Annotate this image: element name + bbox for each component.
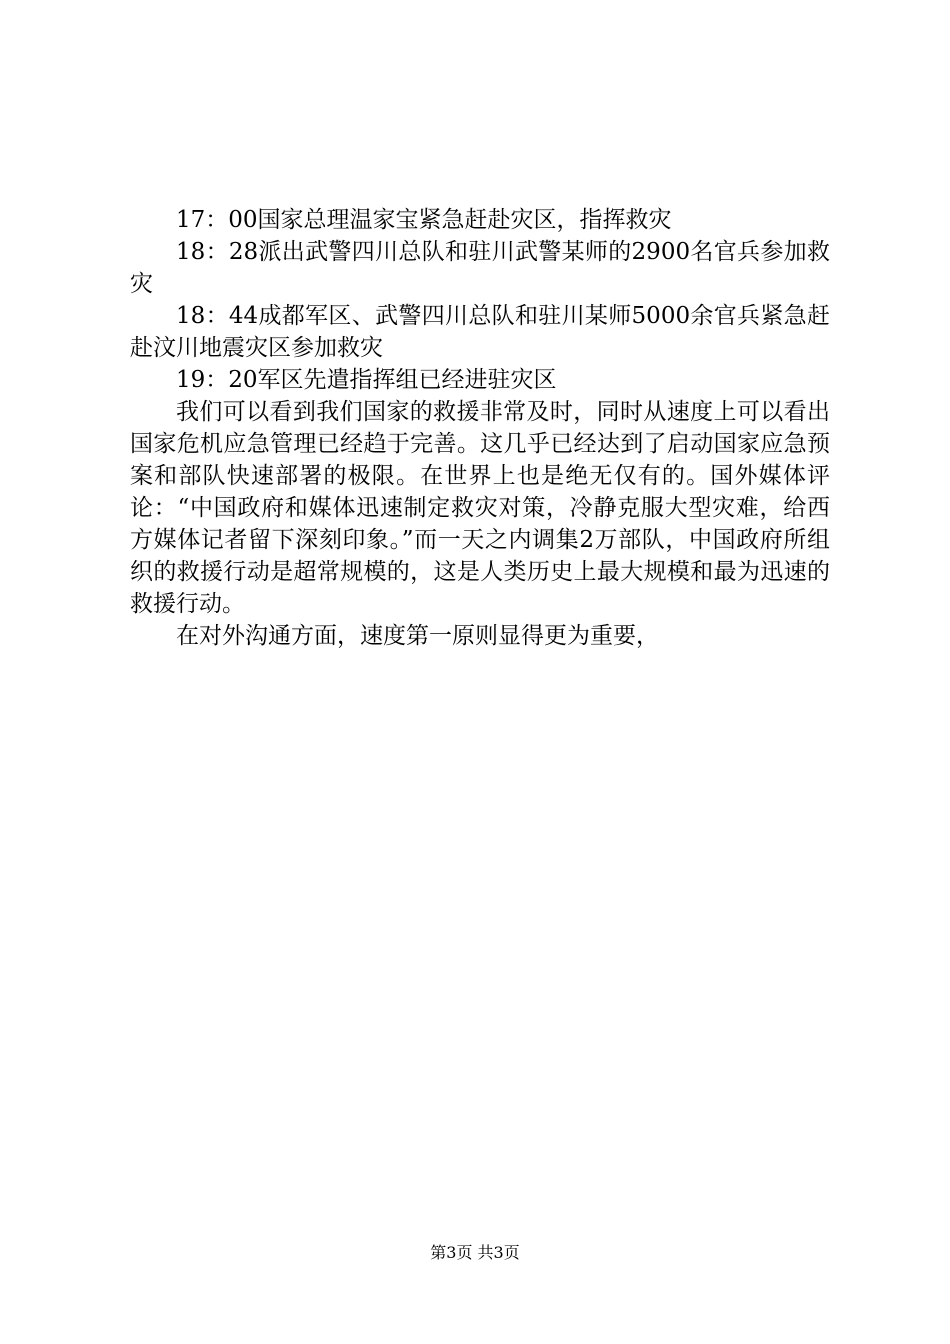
paragraph-5: 我们可以看到我们国家的救援非常及时，同时从速度上可以看出国家危机应急管理已经趋于完善。这几乎已经达到了启动国家应急预案和部队快速部署的极限。在世界上也是绝无仅有的。国外媒体评论：“中国政府和媒体迅速制定救灾对策，冷静克服大型灾难，给西方媒体记者留下深刻印象。”而一天之内调集2万部队，中国政府所组织的救援行动是超常规模的，这是人类历史上最大规模和最为迅速的救援行动。 <box>130 399 830 617</box>
paragraph-4: 19：20军区先遣指挥组已经进驻灾区 <box>176 367 557 393</box>
paragraph-6: 在对外沟通方面，速度第一原则显得更为重要， <box>176 623 659 649</box>
paragraph-2: 18：28派出武警四川总队和驻川武警某师的2900名官兵参加救灾 <box>130 239 830 297</box>
page-number: 第3页 共3页 <box>430 1243 520 1262</box>
paragraph-3: 18：44成都军区、武警四川总队和驻川某师5000余官兵紧急赶赴汶川地震灾区参加救灾 <box>130 303 830 361</box>
body-text <box>130 204 830 652</box>
paragraph-1: 17：00国家总理温家宝紧急赶赴灾区，指挥救灾 <box>176 207 672 233</box>
page-footer <box>0 1243 950 1263</box>
